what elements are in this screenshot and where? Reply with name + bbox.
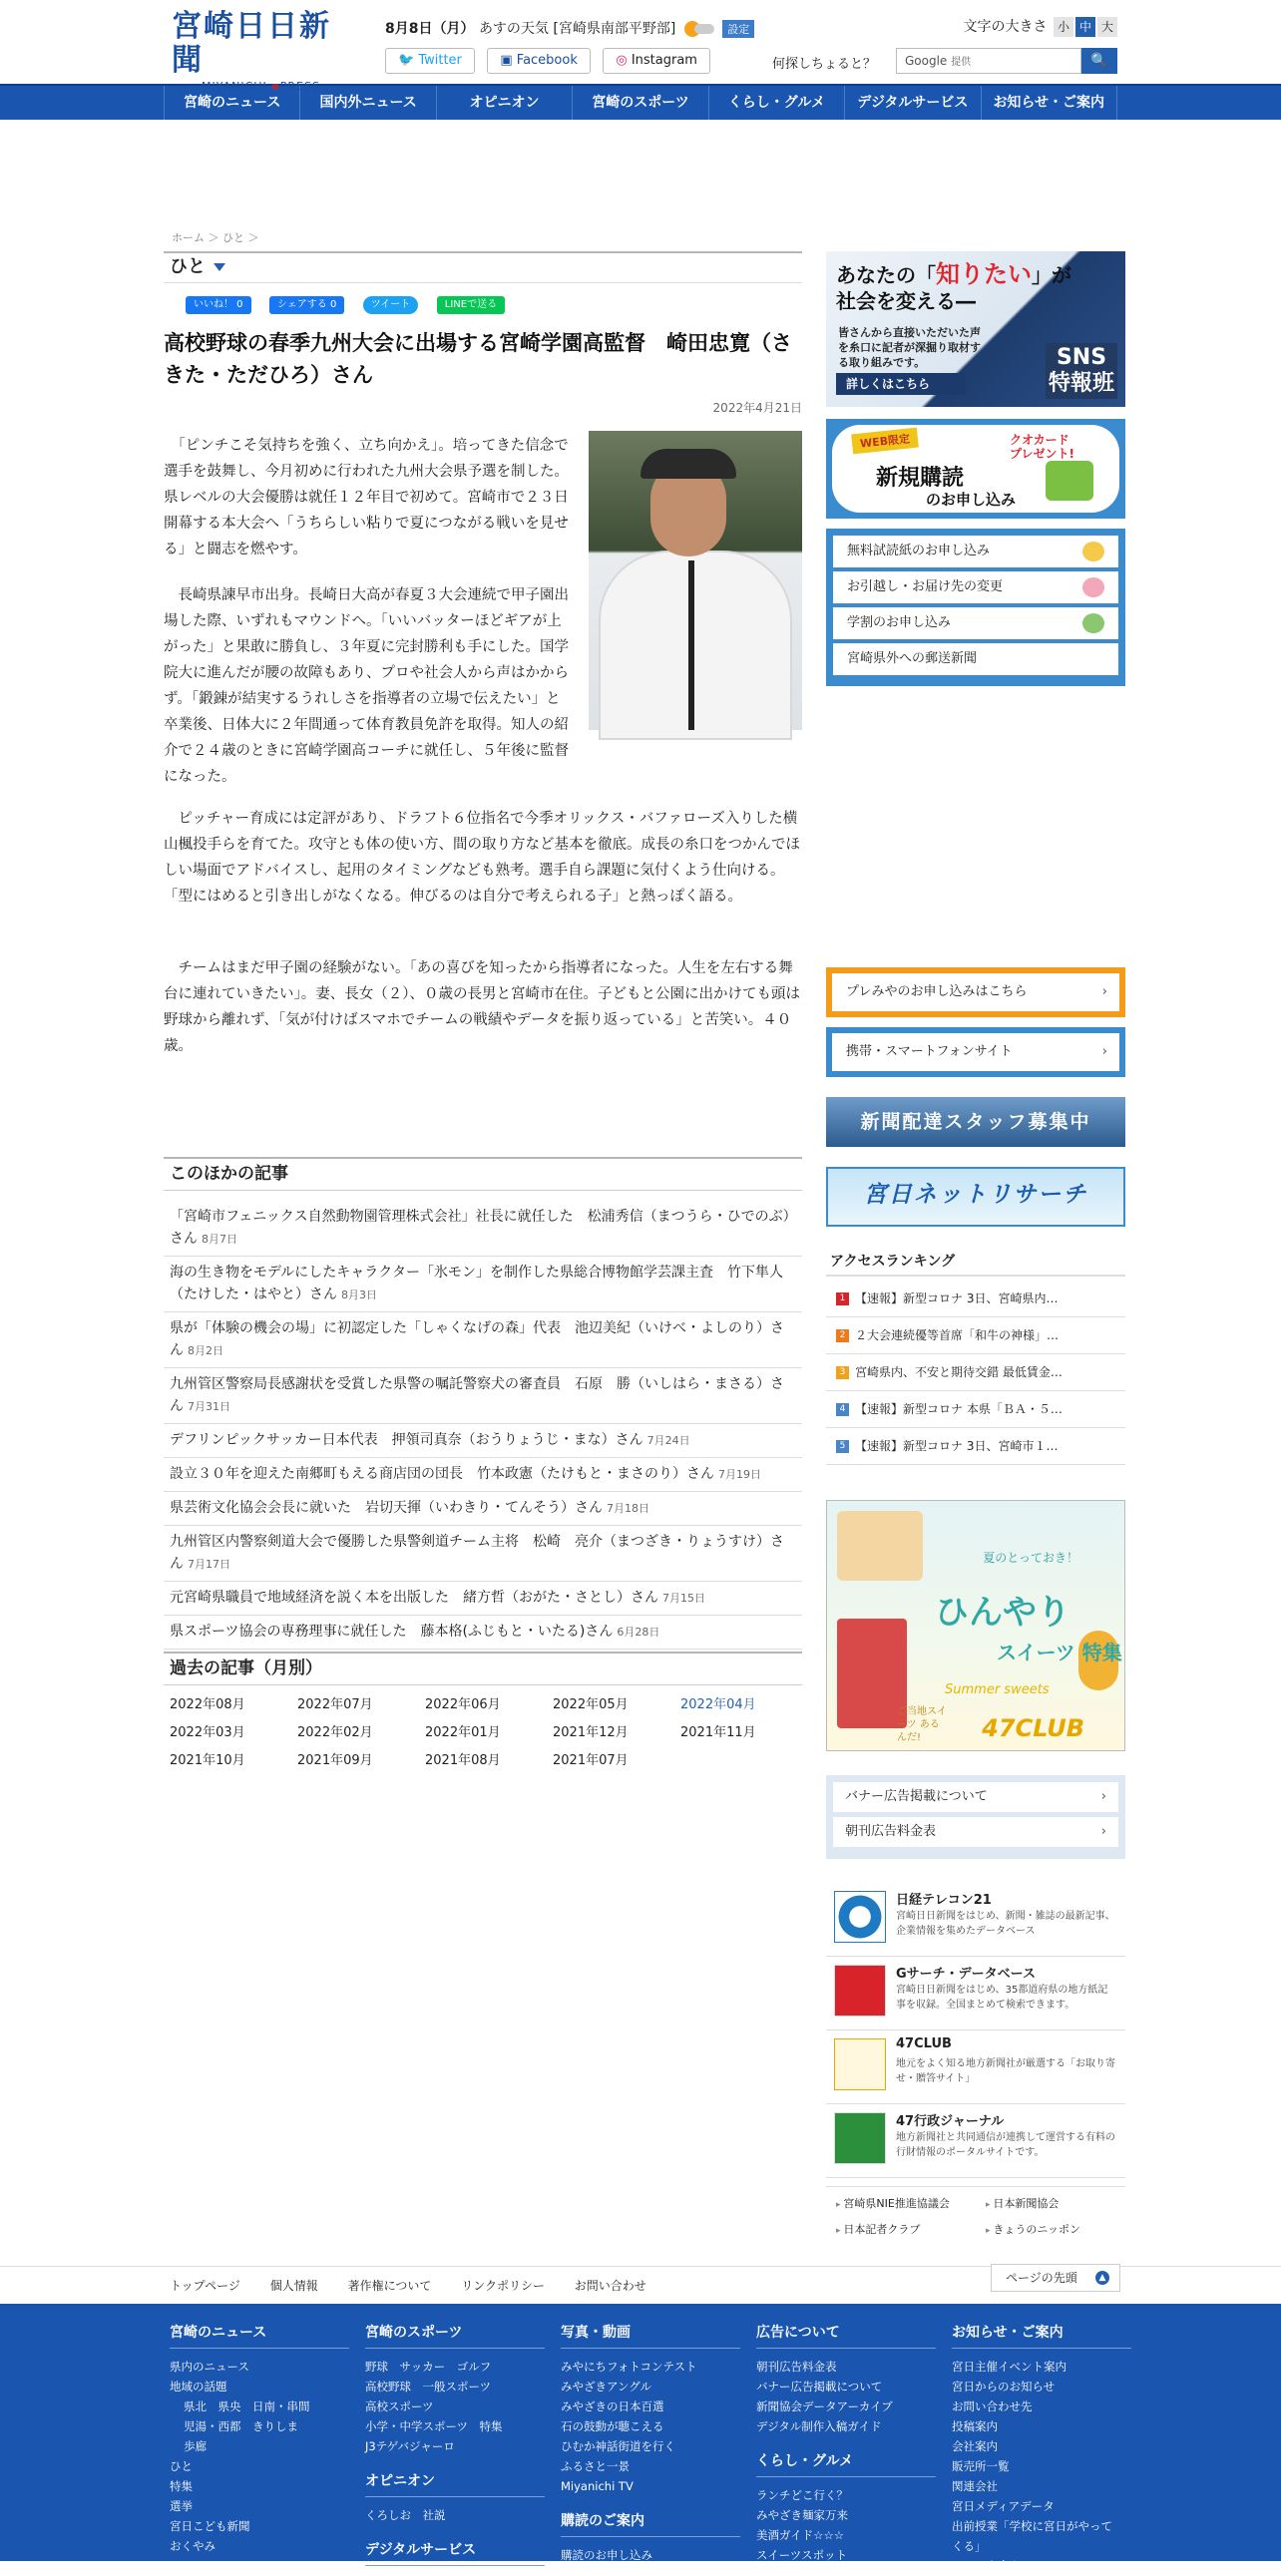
list-item[interactable]: 九州管区警察局長感謝状を受賞した県警の嘱託警察犬の審査員 石原 勝（いしはら・まさる）さん 7月31日 [164,1368,802,1424]
footer-column: 写真・動画 みやにちフォトコンテスト みやざきアングル みやざきの日本百選 石の鼓動が聴こえる ひむか神話街道を行く ふるさと一景 Miyanichi TV 購読のご案内 購読のお申し込み [561,2322,740,2565]
sns-banner[interactable]: あなたの「知りたい」が 社会を変える― 皆さんから直接いただいた声を糸口に記者が深掘り取材する取り組みです。 詳しくはこちら SNS特報班 [826,251,1125,407]
premium-banner[interactable]: プレみやのお申し込みはこちら › [826,967,1125,1017]
sweets-ad-banner[interactable]: 夏のとっておき！ ひんやり スイーツ 特集 Summer sweets ご当地スイーツ あるんだ! 47CLUB [826,1500,1125,1751]
footer-link[interactable]: 著作権について [347,2279,432,2293]
service-item[interactable]: Gサーチ・データベース 宮崎日日新聞をはじめ、35都道府県の地方紙記事を収録。全国まとめて検索できます。 [826,1957,1125,2030]
facebook-share-button[interactable]: シェアする 0 [269,296,344,314]
partner-link[interactable]: ▸ 宮崎県NIE推進協議会 [836,2195,986,2211]
font-size-large[interactable]: 大 [1097,17,1117,37]
font-size-medium[interactable]: 中 [1075,17,1095,37]
instagram-link[interactable]: ◎ Instagram [603,48,710,74]
archive-month-link[interactable]: 2021年11月 [680,1725,756,1740]
student-discount-link[interactable]: 学割のお申し込み [833,607,1118,639]
list-item[interactable]: 設立３０年を迎えた南郷町もえる商店団の団長 竹本政憲（たけもと・まさのり）さん 7月19日 [164,1458,802,1492]
facebook-link[interactable]: ▣ Facebook [487,48,591,74]
article-paragraph: 「ピンチこそ気持ちを強く、立ち向かえ」。培ってきた信念で選手を鼓舞し、今月初めに行われた九州大会県予選を制した。県レベルの大会優勝は就任１２年目で初めて。宮崎市で２３日開幕する本大会へ「うちらしい粘りで夏につながる戦いを見せる」と闘志を燃やす。 [164,438,569,557]
ranking-heading: アクセスランキング [826,1249,1125,1277]
service-item[interactable]: 47CLUB 地元をよく知る地方新聞社が厳選する「お取り寄せ・贈答サイト」 [826,2030,1125,2104]
article-photo [589,431,802,730]
logo-title: 宮崎日日新聞 [172,9,331,78]
partner-link[interactable]: ▸ 日本記者クラブ [836,2221,986,2237]
chevron-right-icon: › [1100,1789,1106,1804]
g-search-logo [834,1965,886,2017]
partner-link[interactable]: ▸ きょうのニッポン [986,2221,1135,2237]
archive-month-link[interactable]: 2021年12月 [553,1725,629,1740]
weather-label[interactable]: あすの天気 [宮崎県南部平野部] [478,21,676,37]
archive-month-link[interactable]: 2022年07月 [297,1697,373,1712]
archive-month-link[interactable]: 2021年10月 [170,1753,245,1768]
list-item[interactable]: 元宮崎県職員で地域経済を説く本を出版した 緒方哲（おがた・さとし）さん 7月15日 [164,1582,802,1616]
nav-item[interactable]: 国内外ニュース [300,86,436,120]
breadcrumb[interactable]: ホーム ＞ ひと ＞ [172,231,259,244]
ranking-list [826,1281,1125,1465]
ad-rate-link[interactable]: 朝刊広告料金表 › [833,1817,1118,1847]
other-articles-heading: このほかの記事 [164,1157,802,1191]
search-button[interactable]: 🔍 [1081,48,1117,74]
nav-item[interactable]: オピニオン [437,86,573,120]
student-icon [1082,613,1104,633]
service-item[interactable]: 47行政ジャーナル 地方新聞社と共同通信が連携して運営する有料の行財情報のポータルサイトです。 [826,2104,1125,2178]
line-share-button[interactable]: LINEで送る [437,296,505,314]
footer-link[interactable]: リンクポリシー [461,2279,545,2293]
archive-month-link-current[interactable]: 2022年04月 [680,1697,756,1712]
logo-subtitle: MIYANICHI ePRESS [202,80,320,93]
twitter-icon: 🐦 [398,53,419,68]
sns-detail-button[interactable]: 詳しくはこちら [836,373,966,395]
nav-item[interactable]: お知らせ・ご案内 [982,86,1117,120]
other-articles-list [164,1201,802,1650]
main-area [164,0,1122,2264]
archive-month-link[interactable]: 2022年02月 [297,1725,373,1740]
partner-links [826,2186,1125,2237]
footer-column: 広告について 朝刊広告料金表 バナー広告掲載について 新聞協会データアーカイブ デジタル制作入稿ガイド くらし・グルメ ランチどこ行く？ みやざき麺家万来 美酒ガイド☆☆☆ スイーツスポット [756,2322,936,2565]
list-item[interactable]: デフリンピックサッカー日本代表 押領司真奈（おうりょうじ・まな）さん 7月24日 [164,1424,802,1458]
banner-ad-link[interactable]: バナー広告掲載について › [833,1782,1118,1812]
nav-item[interactable]: 宮崎のニュース [164,86,300,120]
archive-month-link[interactable]: 2022年06月 [425,1697,501,1712]
chevron-right-icon: › [1101,984,1107,999]
list-item[interactable]: 県が「体験の機会の場」に初認定した「しゃくなげの森」代表 池辺美紀（いけべ・よしのり）さん 8月2日 [164,1312,802,1368]
archive-heading: 過去の記事（月別） [164,1652,802,1685]
footer-column: お知らせ・ご案内 宮日主催イベント案内 宮日からのお知らせ お問い合わせ先 投稿案内 会社案内 販売所一覧 関連会社 宮日メディアデータ 出前授業「学校に宮日がやってくる」 こども安全ネットワーク [952,2322,1131,2576]
partner-link[interactable]: ▸ 日本新聞協会 [986,2195,1135,2211]
subscription-links [826,529,1125,686]
font-size-label: 文字の大きさ [963,19,1048,35]
nanika-link[interactable]: 何探しちょると？ [772,57,877,72]
footer-link[interactable]: お問い合わせ [574,2279,646,2293]
address-change-link[interactable]: お引越し・お届け先の変更 [833,571,1118,603]
nav-item[interactable]: デジタルサービス [845,86,981,120]
delivery-staff-banner[interactable]: 新聞配達スタッフ募集中 [826,1097,1125,1147]
ad-info-links [826,1775,1125,1859]
instagram-icon: ◎ [616,53,632,68]
ranking-item[interactable]: 4 【速報】新型コロナ 本県「ＢＡ・５… [826,1391,1125,1428]
list-item[interactable]: 県芸術文化協会会長に就いた 岩切天揮（いわきり・てんそう）さん 7月18日 [164,1492,802,1526]
footer-link[interactable]: 個人情報 [269,2279,318,2293]
service-item[interactable]: 日経テレコン21 宮崎日日新聞をはじめ、新聞・雑誌の最新記事、企業情報を集めたデータベース [826,1883,1125,1957]
article-paragraph: 長崎県諫早市出身。長崎日大高が春夏３大会連続で甲子園出場した際、いずれもマウンドへ。「いいバッターほどギアが上がった」と果敢に勝負し、３年夏に完封勝利も手にした。国学院大に進んだが腰の故障もあり、プロや社会人から声はかからず。「鍛錬が結実するうれしさを指導者の立場で伝えたい」と卒業後、日体大に２年間通って体育教員免許を取得。知人の紹介で２４歳のときに宮崎学園高コーチに就任し、５年後に監督になった。 [164,587,569,785]
archive-month-link[interactable]: 2021年09月 [297,1753,373,1768]
web-subscribe-banner[interactable]: WEB限定 新規購読 のお申し込み クオカードプレゼント! [826,419,1125,519]
free-trial-link[interactable]: 無料試読紙のお申し込み [833,536,1118,567]
ranking-item[interactable]: 2 ２大会連続優等首席「和牛の神様」… [826,1317,1125,1354]
47gyosei-logo [834,2112,886,2164]
article-title: 高校野球の春季九州大会に出場する宮崎学園高監督 崎田忠寛（さきた・ただひろ）さん [164,331,792,387]
list-item[interactable]: 県スポーツ協会の専務理事に就任した 藤本格(ふじもと・いたる)さん 6月28日 [164,1616,802,1650]
archive-month-link[interactable]: 2022年05月 [553,1697,629,1712]
moving-icon [1082,577,1104,597]
list-item[interactable]: 「宮崎市フェニックス自然動物園管理株式会社」社長に就任した 松浦秀信（まつうら・ひでのぶ）さん 8月7日 [164,1201,802,1257]
weather-setting-button[interactable]: 設定 [722,20,754,38]
list-item[interactable]: 海の生き物をモデルにしたキャラクター「氷モン」を制作した県総合博物館学芸課主査 竹下隼人（たけした・はやと）さん 8月3日 [164,1257,802,1312]
section-title[interactable]: ひと [164,251,802,283]
footer-link[interactable]: トップページ [170,2279,240,2293]
site-footer [0,2304,1281,2573]
page-top-button[interactable]: ページの先頭 ▲ [991,2264,1120,2292]
footer-column: 宮崎のニュース 県内のニュース 地域の話題 県北 県央 日南・串間 児湯・西都 きりしま 歩廊 ひと 特集 選挙 宮日こども新聞 おくやみ [170,2322,349,2556]
footer-column: 宮崎のスポーツ 野球 サッカー ゴルフ 高校野球 一般スポーツ 高校スポーツ 小学・中学スポーツ 特集 J3テゲバジャーロ オピニオン くろしお 社説 デジタルサービス [365,2322,545,2574]
article-paragraph: ピッチャー育成には定評があり、ドラフト６位指名で今季オリックス・バファローズ入りした横山楓投手らを育てた。攻守とも体の使い方、間の取り方など基本を徹底。成長の糸口をつかんでほしい場面でアドバイスし、起用のタイミングなども熟考。選手自ら課題に気付くよう仕向ける。「型にはめると引き出しがなくなる。伸びるのは自分で考えられる子」と熱っぽく語る。 [164,811,800,905]
share-buttons [186,295,519,314]
search-input[interactable]: Google 提供 [896,48,1081,74]
today-date: 8月8日（月） [385,21,475,37]
nav-item[interactable]: 宮崎のスポーツ [573,86,708,120]
47club-logo [834,2038,886,2090]
chevron-right-icon: › [1100,1824,1106,1839]
mail-delivery-link[interactable]: 宮崎県外への郵送新聞 [833,643,1118,675]
nikkei-telecom-logo [834,1891,886,1943]
nav-item[interactable]: くらし・グルメ [709,86,845,120]
quo-card-icon [1046,461,1093,501]
sweets-image [837,1511,923,1581]
mobile-site-banner[interactable]: 携帯・スマートフォンサイト › [826,1027,1125,1077]
chevron-right-icon: › [1101,1044,1107,1059]
archive-months [170,1695,802,1771]
archive-month-link[interactable]: 2022年08月 [170,1697,245,1712]
ranking-item[interactable]: 5 【速報】新型コロナ 3日、宮崎市１… [826,1428,1125,1465]
tweet-button[interactable]: ツイート [363,296,419,314]
ranking-item[interactable]: 1 【速報】新型コロナ 3日、宮崎県内… [826,1281,1125,1317]
like-button[interactable]: いいね！ 0 [186,296,251,314]
net-research-banner[interactable]: 宮日ネットリサーチ [826,1167,1125,1227]
facebook-icon: ▣ [500,53,517,68]
list-item[interactable]: 九州管区内警察剣道大会で優勝した県警剣道チーム主将 松崎 亮介（まつざき・りょうすけ）さん 7月17日 [164,1526,802,1582]
font-size-small[interactable]: 小 [1054,17,1073,37]
archive-month-link[interactable]: 2021年07月 [553,1753,629,1768]
archive-month-link[interactable]: 2022年01月 [425,1725,501,1740]
dropdown-icon [214,263,225,271]
article-paragraph: チームはまだ甲子園の経験がない。「あの喜びを知ったから指導者になった。人生を左右する舞台に連れていきたい」。妻、長女（２）、０歳の長男と宮崎市在住。子どもと公園に出かけても頭は野球から離れず、「気が付けばスマホでチームの戦績やデータを振り返っている」と苦笑い。４０歳。 [164,960,800,1054]
archive-month-link[interactable]: 2021年08月 [425,1753,501,1768]
service-list [826,1883,1125,2178]
newspaper-icon [1082,542,1104,561]
article-date: 2022年4月21日 [712,401,802,415]
twitter-link[interactable]: 🐦 Twitter [385,48,475,74]
arrow-up-icon: ▲ [1095,2271,1109,2285]
ranking-item[interactable]: 3 宮崎県内、不安と期待交錯 最低賃金… [826,1354,1125,1391]
archive-month-link[interactable]: 2022年03月 [170,1725,245,1740]
